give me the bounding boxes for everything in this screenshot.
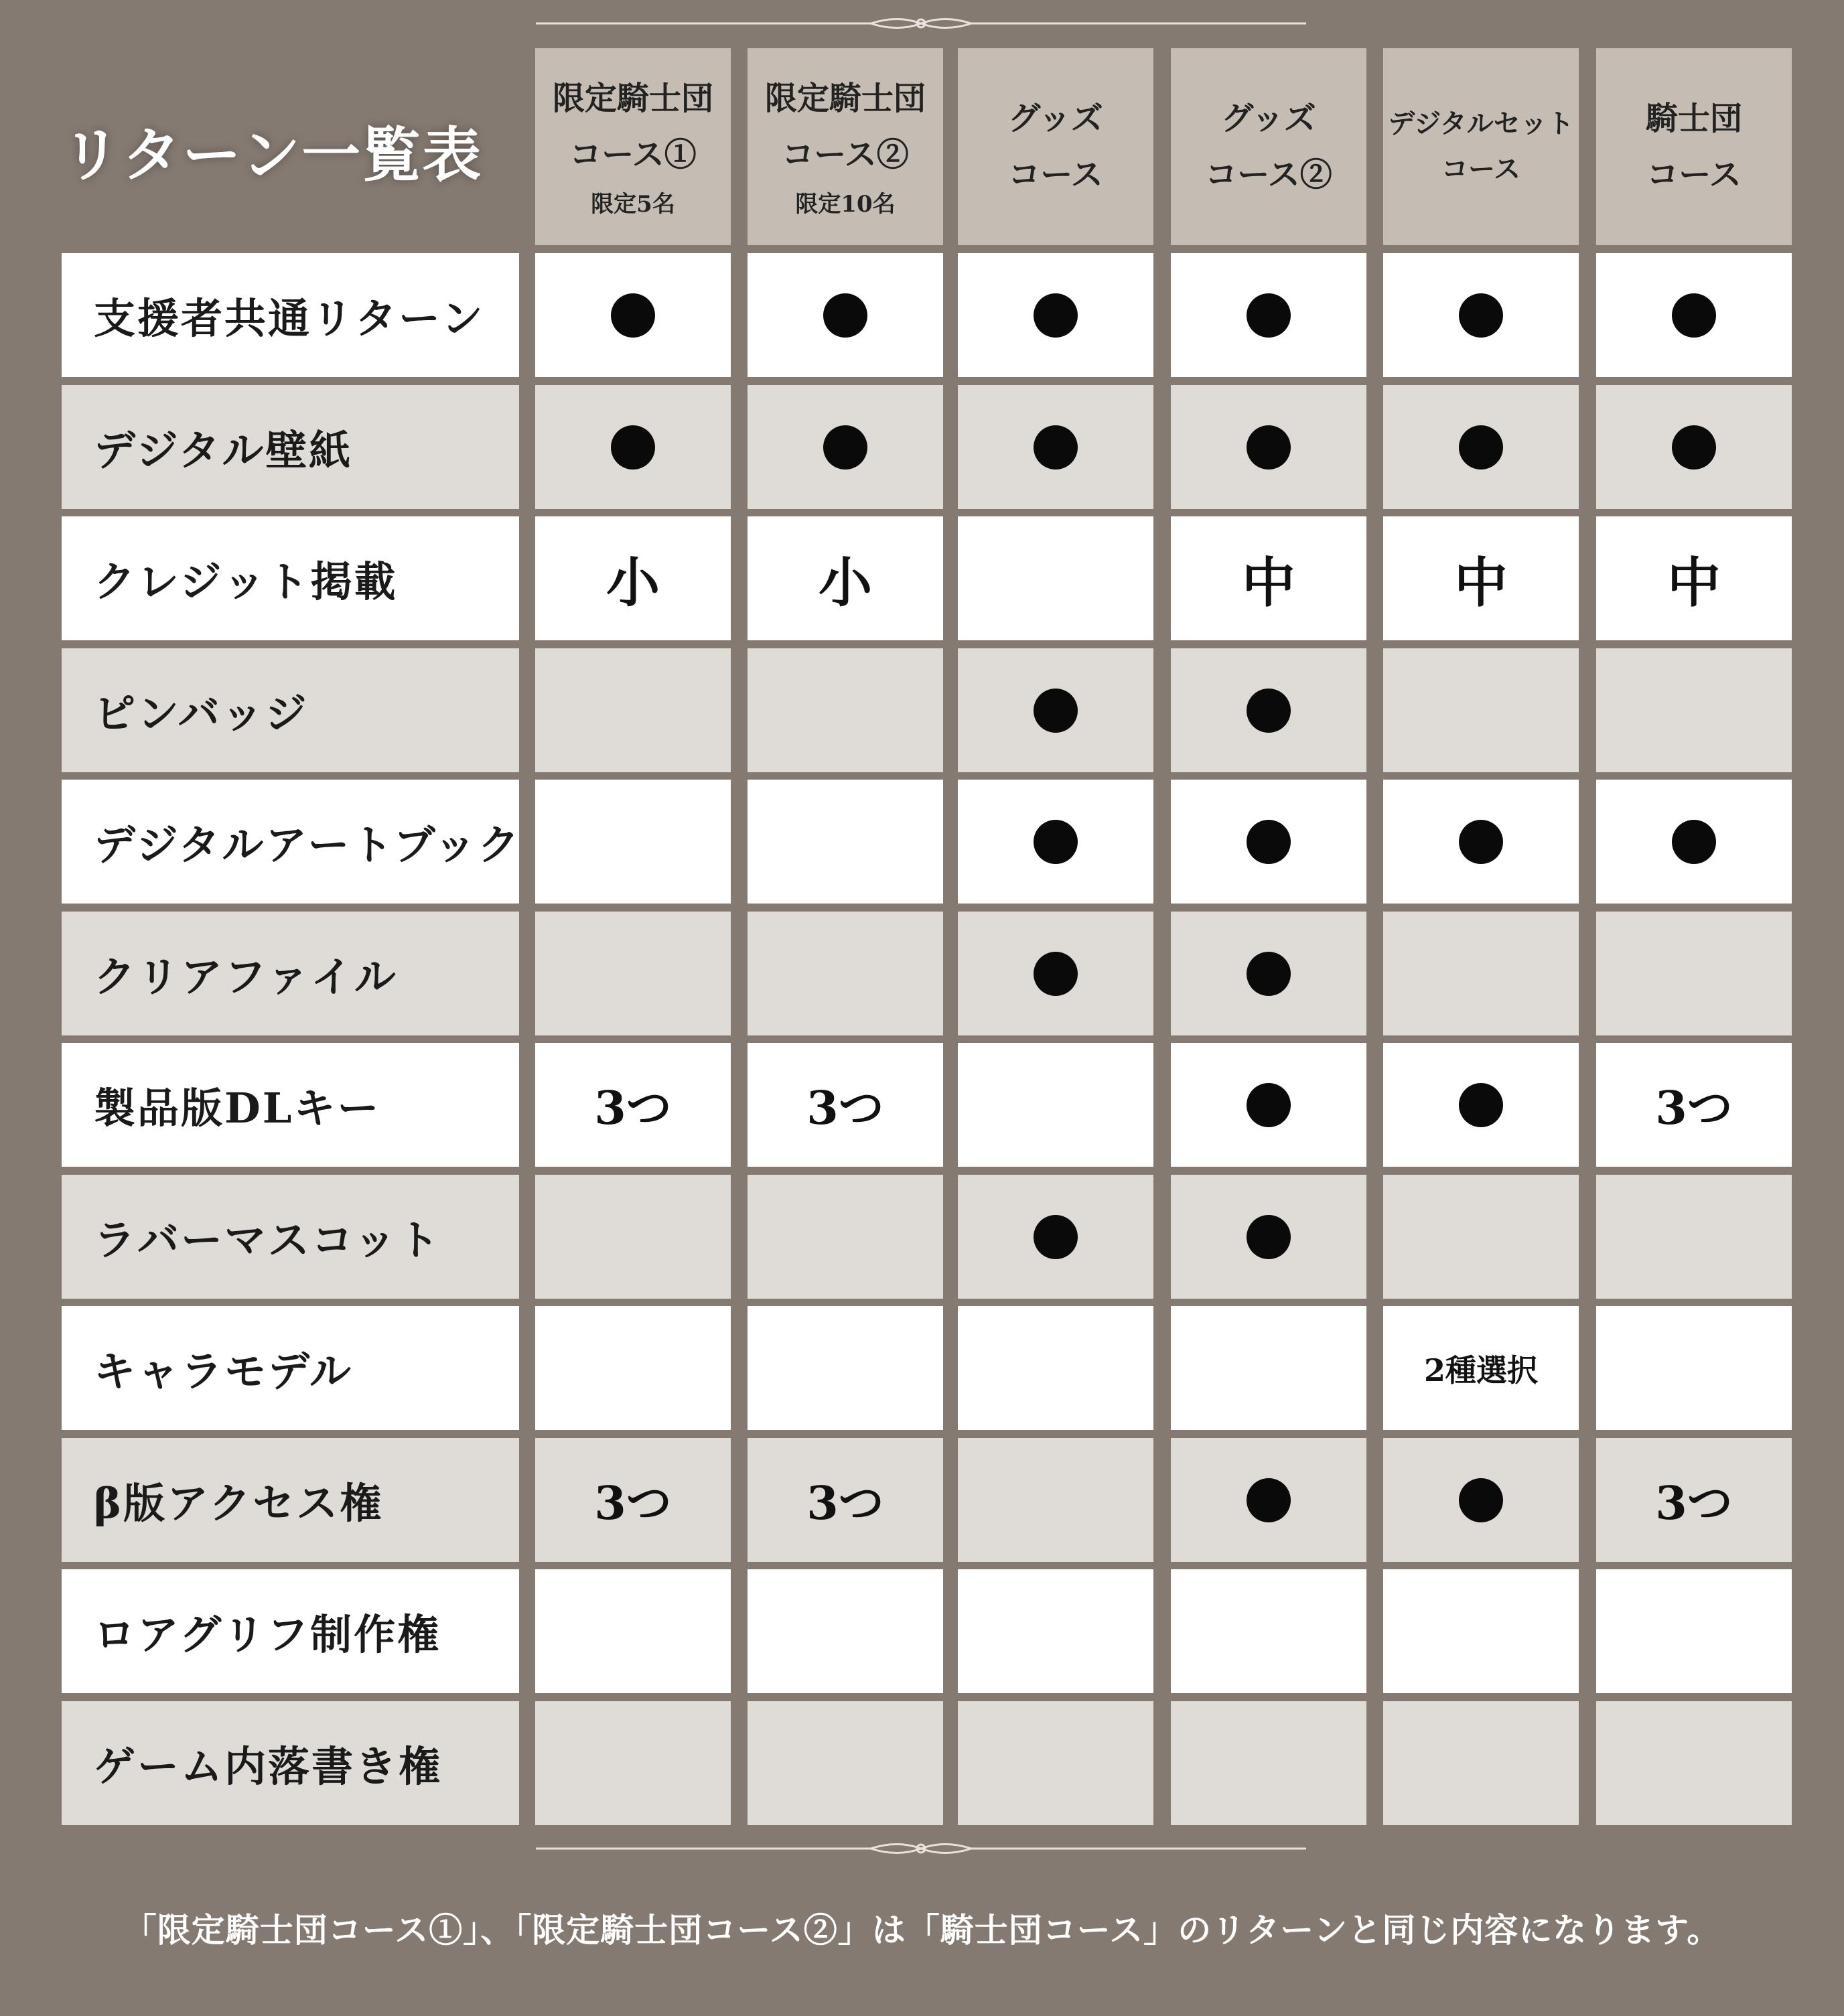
filled-circle-icon [1247,1083,1291,1127]
row-label: ラバーマスコット [62,1175,519,1299]
top-ornament [536,13,1306,33]
table-cell [958,648,1153,772]
table-cell [1596,1701,1792,1825]
table-cell [958,1701,1153,1825]
column-header [1171,48,1366,245]
cell-value: 中 [1454,551,1508,614]
column-header-note: 限定5名 [591,191,675,218]
table-cell [958,1043,1153,1167]
column-header-note: 限定10名 [795,191,896,218]
table-cell [1171,1569,1366,1693]
table-cell [748,1175,943,1299]
table-cell [1596,1306,1792,1430]
cell-value: 3つ [1655,1477,1733,1530]
table-cell [1383,1043,1579,1167]
table-cell [535,1569,731,1693]
column-header-line: コース② [1205,156,1332,194]
table-cell [1171,1701,1366,1825]
table-cell [1171,1306,1366,1430]
table-cell [1596,1569,1792,1693]
table-cell [1596,1438,1792,1562]
table-cell [958,912,1153,1035]
table-cell [1383,1306,1579,1430]
column-header [958,48,1153,245]
table-cell [1383,385,1579,509]
filled-circle-icon [1247,1478,1291,1522]
column-header-line: 騎士団 [1645,100,1742,137]
table-cell [748,1701,943,1825]
table-cell [958,516,1153,640]
filled-circle-icon [1672,820,1716,864]
table-cell [748,1306,943,1430]
filled-circle-icon [1247,293,1291,338]
table-cell [1596,253,1792,377]
column-header [748,48,943,245]
table-cell [958,385,1153,509]
row-label: ロアグリフ制作権 [62,1569,519,1693]
column-header-line: グッズ [1221,100,1316,137]
table-cell [1596,1043,1792,1167]
table-cell [748,648,943,772]
table-cell [748,1438,943,1562]
table-cell [1596,385,1792,509]
table-cell [958,1569,1153,1693]
column-header-line: コース② [782,136,909,173]
column-header [1596,48,1792,245]
table-cell [748,912,943,1035]
table-cell [958,1306,1153,1430]
table-cell [535,1701,731,1825]
cell-value: 3つ [806,1477,884,1530]
table-cell [535,648,731,772]
filled-circle-icon [1034,425,1078,470]
cell-value: 小 [606,551,660,614]
filled-circle-icon [1672,425,1716,470]
cell-value: 3つ [806,1082,884,1135]
table-cell [1383,780,1579,904]
row-label: ピンバッジ [62,648,519,772]
table-cell [1383,1175,1579,1299]
page-title: リターン一覧表 [62,120,483,190]
table-cell [535,912,731,1035]
filled-circle-icon [823,425,867,470]
table-cell [1171,648,1366,772]
table-cell [748,780,943,904]
table-cell [1383,253,1579,377]
column-header-line: 限定騎士団 [552,80,713,117]
cell-value: 3つ [594,1082,672,1135]
filled-circle-icon [611,425,655,470]
table-cell [1596,1175,1792,1299]
cell-value: 中 [1242,551,1295,614]
filled-circle-icon [1459,1083,1503,1127]
row-label: ゲーム内落書き権 [62,1701,519,1825]
row-label: クリアファイル [62,912,519,1035]
table-cell [958,1438,1153,1562]
column-header-line: コース① [569,136,697,173]
cell-value: 2種選択 [1423,1352,1538,1388]
table-cell [1171,253,1366,377]
cell-value: 中 [1667,551,1721,614]
table-cell [1171,516,1366,640]
table-cell [748,516,943,640]
table-cell [1383,912,1579,1035]
footnote: 「限定騎士団コース①」、「限定騎士団コース②」は「騎士団コース」のリターンと同じ内容になります。 [123,1910,1721,1950]
cell-value: 3つ [594,1477,672,1530]
table-cell [748,385,943,509]
row-label: デジタル壁紙 [62,385,519,509]
column-header-line: コース [1646,156,1742,194]
filled-circle-icon [1034,952,1078,996]
table-cell [535,1175,731,1299]
table-cell [1171,780,1366,904]
table-cell [1383,1438,1579,1562]
table-cell [1596,912,1792,1035]
table-cell [958,253,1153,377]
table-cell [1171,1438,1366,1562]
table-cell [748,253,943,377]
cell-value: 小 [819,551,872,614]
table-cell [535,516,731,640]
table-cell [1171,1043,1366,1167]
table-cell [1596,516,1792,640]
table-cell [1383,1701,1579,1825]
filled-circle-icon [1247,689,1291,733]
row-label: 支援者共通リターン [62,253,519,377]
filled-circle-icon [1247,1215,1291,1259]
table-cell [535,780,731,904]
column-header-line: コース [1008,156,1103,194]
table-cell [535,385,731,509]
row-label: デジタルアートブック [62,780,519,904]
filled-circle-icon [1034,820,1078,864]
filled-circle-icon [1459,425,1503,470]
table-cell [958,1175,1153,1299]
table-cell [1383,1569,1579,1693]
filled-circle-icon [1247,952,1291,996]
table-cell [535,1438,731,1562]
filled-circle-icon [1459,293,1503,338]
column-header [1383,48,1579,245]
table-cell [535,253,731,377]
table-cell [1171,1175,1366,1299]
filled-circle-icon [1034,293,1078,338]
filled-circle-icon [1672,293,1716,338]
table-cell [1383,516,1579,640]
table-cell [748,1569,943,1693]
column-header-line: 限定騎士団 [764,80,926,117]
bottom-ornament [536,1839,1306,1859]
table-cell [1171,385,1366,509]
filled-circle-icon [1034,689,1078,733]
column-header-line: コース [1441,153,1520,185]
table-cell [1171,912,1366,1035]
row-label: 製品版DLキー [62,1043,519,1167]
column-header [535,48,731,245]
column-header-line: デジタルセット [1388,108,1574,139]
row-label: クレジット掲載 [62,516,519,640]
column-header-line: グッズ [1008,100,1103,137]
table-cell [535,1306,731,1430]
table-cell [1596,648,1792,772]
cell-value: 3つ [1655,1082,1733,1135]
filled-circle-icon [1034,1215,1078,1259]
table-cell [958,780,1153,904]
filled-circle-icon [1247,820,1291,864]
row-label: キャラモデル [62,1306,519,1430]
filled-circle-icon [611,293,655,338]
table-cell [1383,648,1579,772]
filled-circle-icon [1459,820,1503,864]
row-label: β版アクセス権 [62,1438,519,1562]
table-cell [748,1043,943,1167]
table-cell [1596,780,1792,904]
filled-circle-icon [1459,1478,1503,1522]
table-cell [535,1043,731,1167]
filled-circle-icon [1247,425,1291,470]
filled-circle-icon [823,293,867,338]
